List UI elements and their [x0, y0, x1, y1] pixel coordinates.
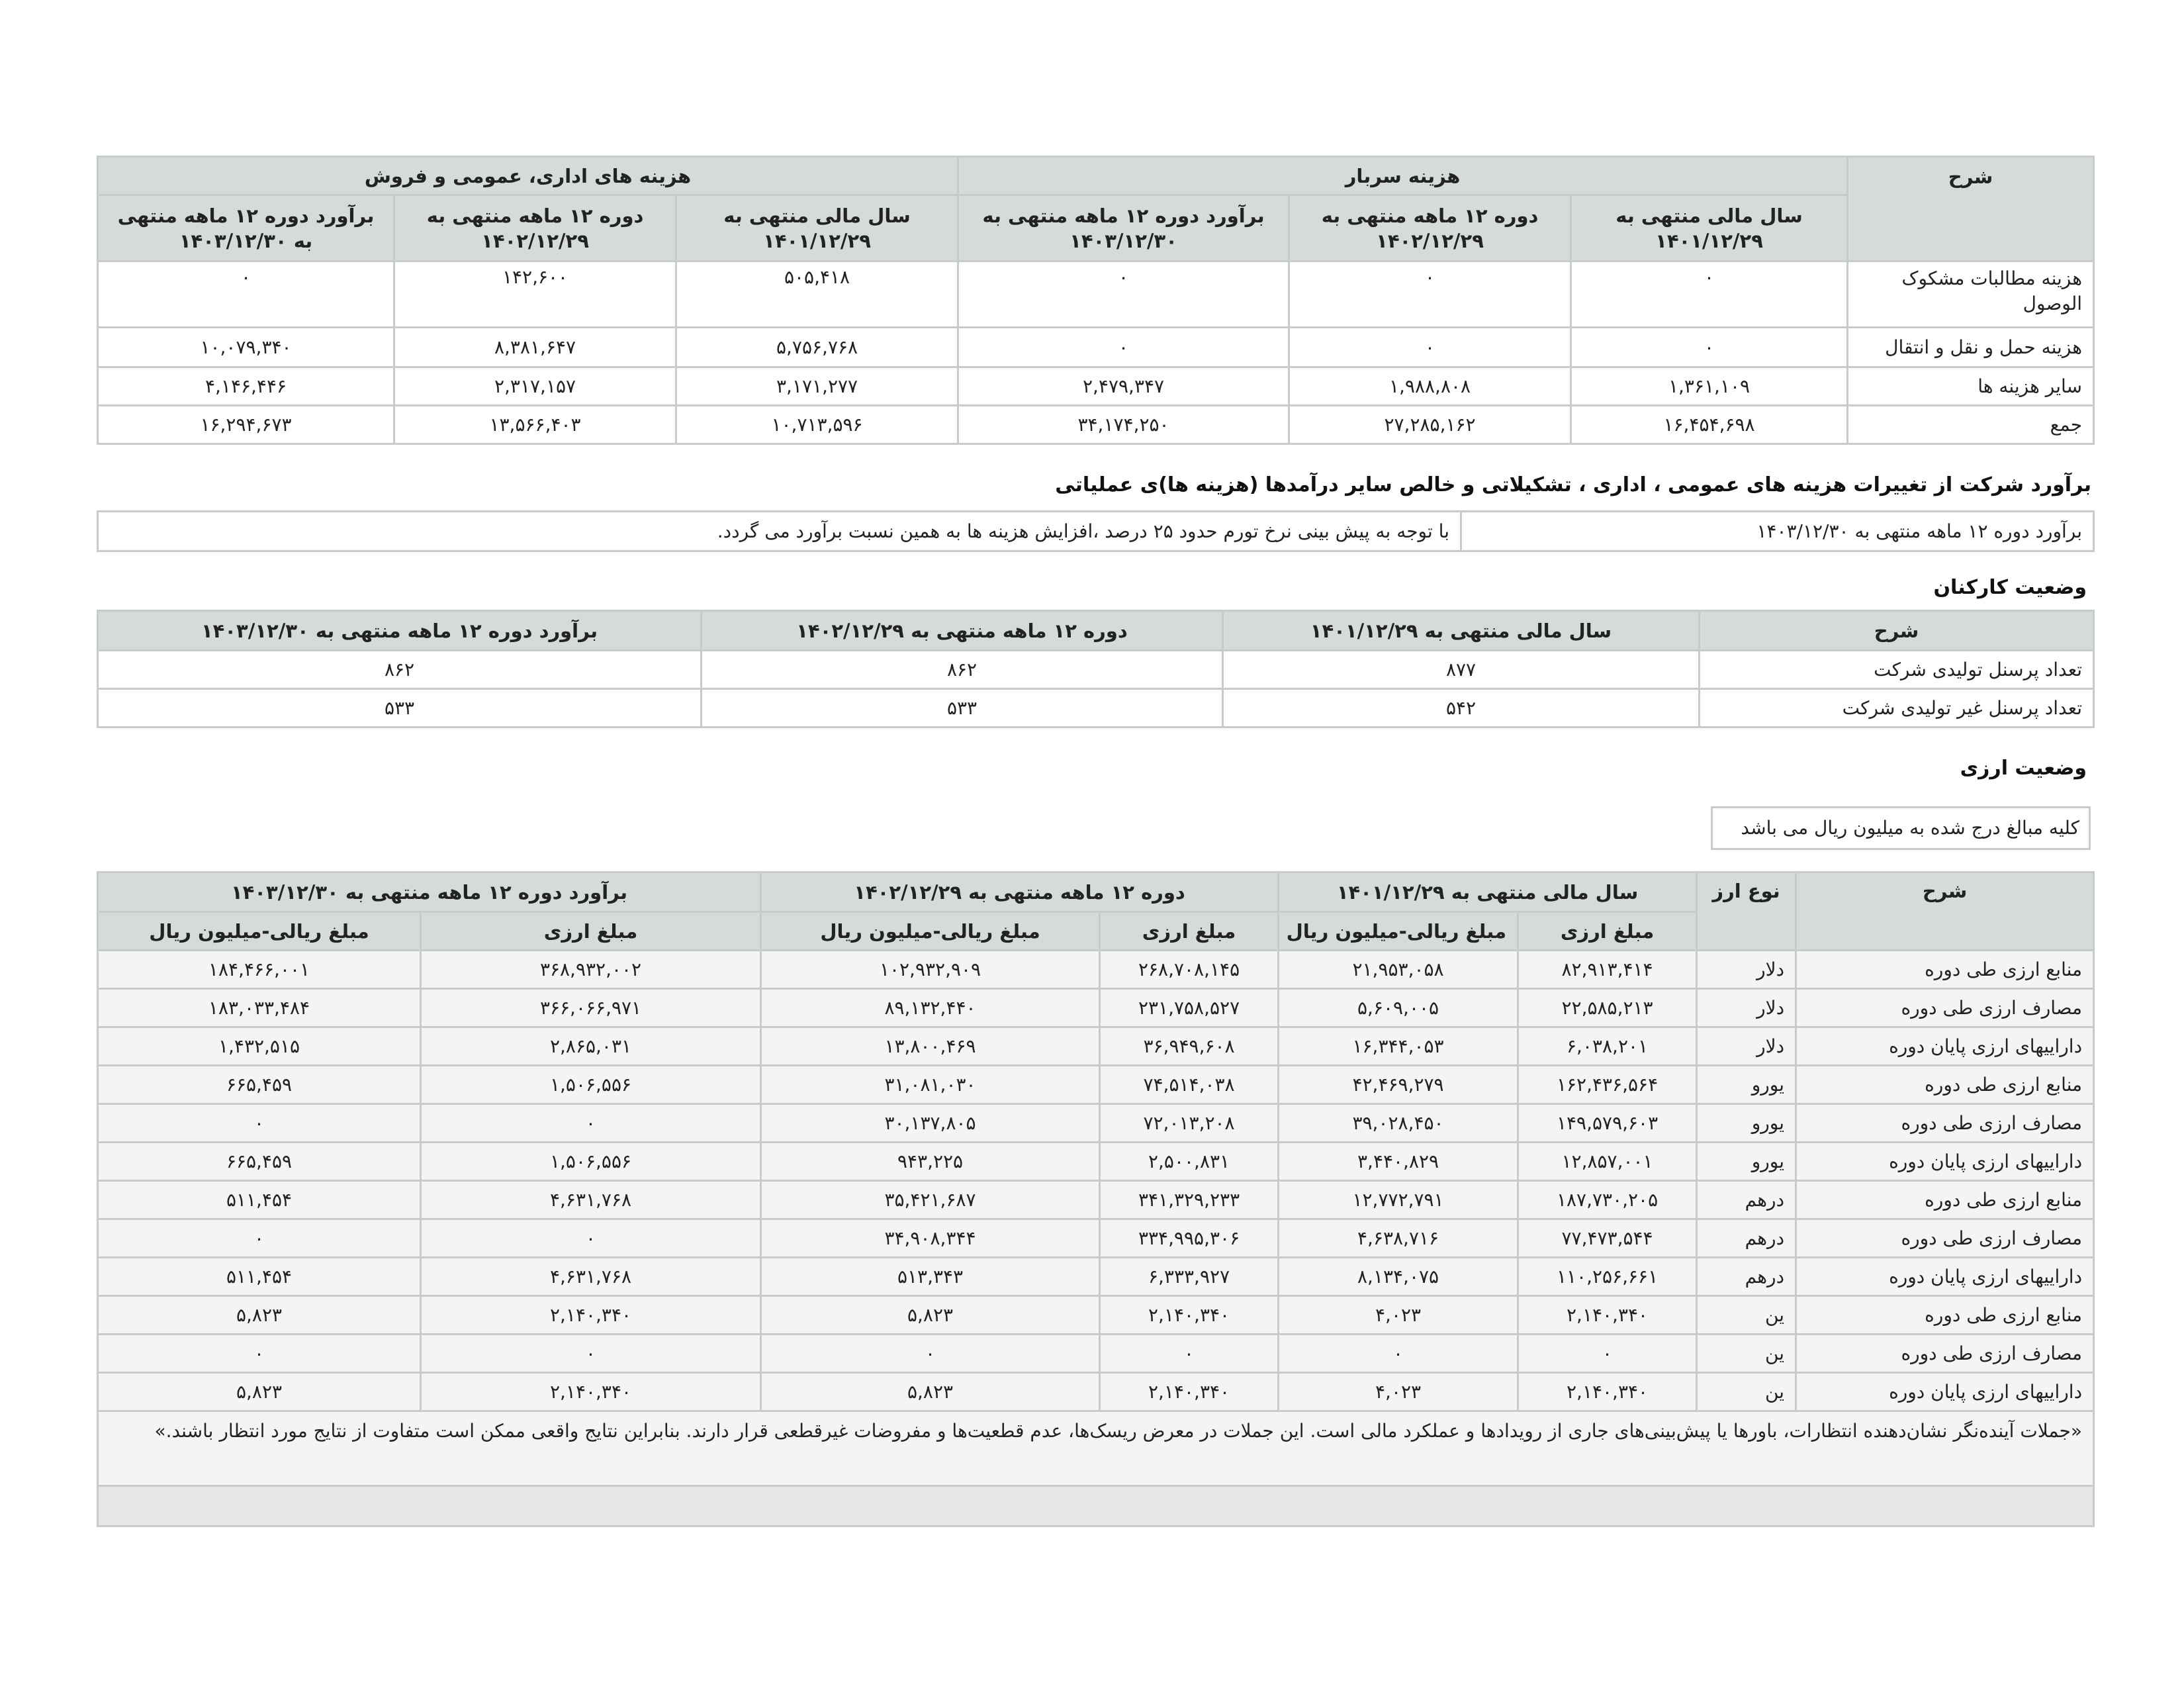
currency-subheader-fx: مبلغ ارزی — [421, 912, 761, 951]
cell: ۱۶,۳۴۴,۰۵۳ — [1279, 1027, 1518, 1066]
expense-subheader: برآورد دوره ۱۲ ماهه منتهی به ۱۴۰۳/۱۲/۳۰ — [958, 195, 1289, 261]
currency-col-type: نوع ارز — [1697, 872, 1796, 951]
cell: ۸۷۷ — [1223, 651, 1700, 689]
cell: ۳۱,۰۸۱,۰۳۰ — [761, 1066, 1100, 1104]
currency-type: دلار — [1697, 951, 1796, 989]
disclaimer-text: «جملات آینده‌نگر نشان‌دهنده انتظارات، باورها یا پیش‌بینی‌های جاری از رویدادها و عملکرد مالی است. این جملات در معرض ریسک‌ها، عدم قطعیت‌ها و مفروضات غیرقطعی قرار دارند. بنابراین نتایج واقعی ممکن است متفاوت از نتایج مورد انتظار باشند.» — [98, 1411, 2094, 1486]
currency-period-header: برآورد دوره ۱۲ ماهه منتهی به ۱۴۰۳/۱۲/۳۰ — [98, 872, 761, 912]
currency-subheader-rial: مبلغ ریالی-میلیون ریال — [1279, 912, 1518, 951]
table-row — [98, 1373, 2094, 1411]
cell: ۰ — [958, 328, 1289, 367]
currency-type: ین — [1697, 1296, 1796, 1335]
cell: ۱,۵۰۶,۵۵۶ — [421, 1066, 761, 1104]
cell: ۷۲,۰۱۳,۲۰۸ — [1100, 1104, 1279, 1143]
table-row — [98, 1027, 2094, 1066]
cell: ۰ — [1518, 1335, 1697, 1373]
cell: ۲,۳۱۷,۱۵۷ — [394, 367, 676, 406]
row-label: مصارف ارزی طی دوره — [1796, 989, 2094, 1027]
table-row — [98, 989, 2094, 1027]
cell: ۰ — [1289, 328, 1571, 367]
cell: ۲۶۸,۷۰۸,۱۴۵ — [1100, 951, 1279, 989]
currency-subheader-fx: مبلغ ارزی — [1100, 912, 1279, 951]
cell: ۰ — [98, 1335, 421, 1373]
cell: ۴,۰۲۳ — [1279, 1373, 1518, 1411]
cell: ۵,۷۵۶,۷۶۸ — [676, 328, 958, 367]
cell: ۷۷,۴۷۳,۵۴۴ — [1518, 1219, 1697, 1258]
staff-section-title: وضعیت کارکنان — [1933, 576, 2087, 599]
cell: ۲,۱۴۰,۳۴۰ — [1100, 1296, 1279, 1335]
cell: ۴,۶۳۸,۷۱۶ — [1279, 1219, 1518, 1258]
cell: ۸۶۲ — [98, 651, 702, 689]
row-label: مصارف ارزی طی دوره — [1796, 1104, 2094, 1143]
cell: ۱۶,۲۹۴,۶۷۳ — [98, 406, 394, 444]
cell: ۲۱,۹۵۳,۰۵۸ — [1279, 951, 1518, 989]
cell: ۲,۱۴۰,۳۴۰ — [1100, 1373, 1279, 1411]
cell: ۲,۱۴۰,۳۴۰ — [421, 1296, 761, 1335]
table-row-total — [98, 406, 2094, 444]
expense-subheader: دوره ۱۲ ماهه منتهی به ۱۴۰۲/۱۲/۲۹ — [1289, 195, 1571, 261]
cell: ۳۶,۹۴۹,۶۰۸ — [1100, 1027, 1279, 1066]
table-row — [98, 689, 2094, 727]
cell: ۸,۳۸۱,۶۴۷ — [394, 328, 676, 367]
table-row — [98, 1104, 2094, 1143]
cell: ۵,۸۲۳ — [761, 1373, 1100, 1411]
row-label: هزینه حمل و نقل و انتقال — [1848, 328, 2094, 367]
currency-subheader-rial: مبلغ ریالی-میلیون ریال — [98, 912, 421, 951]
row-label: جمع — [1848, 406, 2094, 444]
table-footer-bar — [98, 1486, 2094, 1526]
row-label: سایر هزینه ها — [1848, 367, 2094, 406]
currency-subheader-rial: مبلغ ریالی-میلیون ریال — [761, 912, 1100, 951]
cell: ۸۶۲ — [702, 651, 1223, 689]
cell: ۱۰,۷۱۳,۵۹۶ — [676, 406, 958, 444]
currency-type: درهم — [1697, 1219, 1796, 1258]
row-label: تعداد پرسنل تولیدی شرکت — [1700, 651, 2094, 689]
row-label: منابع ارزی طی دوره — [1796, 951, 2094, 989]
cell: ۱۲,۷۷۲,۷۹۱ — [1279, 1181, 1518, 1219]
cell: ۵۰۵,۴۱۸ — [676, 261, 958, 328]
cell: ۱۸۷,۷۳۰,۲۰۵ — [1518, 1181, 1697, 1219]
cell: ۳۰,۱۳۷,۸۰۵ — [761, 1104, 1100, 1143]
cell: ۳۵,۴۲۱,۶۸۷ — [761, 1181, 1100, 1219]
cell: ۵۱۱,۴۵۴ — [98, 1181, 421, 1219]
cell: ۰ — [98, 1219, 421, 1258]
currency-table — [97, 871, 2095, 1527]
cell: ۸,۱۳۴,۰۷۵ — [1279, 1258, 1518, 1296]
cell: ۳۴,۱۷۴,۲۵۰ — [958, 406, 1289, 444]
cell: ۰ — [98, 1104, 421, 1143]
currency-col-desc: شرح — [1796, 872, 2094, 951]
cell: ۷۴,۵۱۴,۰۳۸ — [1100, 1066, 1279, 1104]
estimate-period: برآورد دوره ۱۲ ماهه منتهی به ۱۴۰۳/۱۲/۳۰ — [1461, 512, 2094, 551]
currency-type: دلار — [1697, 1027, 1796, 1066]
cell: ۳۶۶,۰۶۶,۹۷۱ — [421, 989, 761, 1027]
cell: ۳۶۸,۹۳۲,۰۰۲ — [421, 951, 761, 989]
table-row — [98, 1296, 2094, 1335]
cell: ۳۹,۰۲۸,۴۵۰ — [1279, 1104, 1518, 1143]
expense-subheader: دوره ۱۲ ماهه منتهی به ۱۴۰۲/۱۲/۲۹ — [394, 195, 676, 261]
cell: ۶۶۵,۴۵۹ — [98, 1143, 421, 1181]
currency-type: درهم — [1697, 1258, 1796, 1296]
cell: ۳۴۱,۳۲۹,۲۳۳ — [1100, 1181, 1279, 1219]
table-row — [98, 951, 2094, 989]
cell: ۵۳۳ — [702, 689, 1223, 727]
estimate-text: با توجه به پیش بینی نرخ تورم حدود ۲۵ درصد ،افزایش هزینه ها به همین نسبت برآورد می گردد. — [98, 512, 1461, 551]
cell: ۰ — [958, 261, 1289, 328]
row-label: داراییهای ارزی پایان دوره — [1796, 1027, 2094, 1066]
row-label: منابع ارزی طی دوره — [1796, 1181, 2094, 1219]
row-label: تعداد پرسنل غیر تولیدی شرکت — [1700, 689, 2094, 727]
row-label: منابع ارزی طی دوره — [1796, 1066, 2094, 1104]
cell: ۵۱۳,۳۴۳ — [761, 1258, 1100, 1296]
cell: ۲۳۱,۷۵۸,۵۲۷ — [1100, 989, 1279, 1027]
cell: ۰ — [421, 1219, 761, 1258]
table-row — [98, 1143, 2094, 1181]
row-label: داراییهای ارزی پایان دوره — [1796, 1143, 2094, 1181]
currency-type: یورو — [1697, 1143, 1796, 1181]
cell: ۲,۱۴۰,۳۴۰ — [1518, 1296, 1697, 1335]
cell: ۸۲,۹۱۳,۴۱۴ — [1518, 951, 1697, 989]
cell: ۰ — [761, 1335, 1100, 1373]
staff-header: سال مالی منتهی به ۱۴۰۱/۱۲/۲۹ — [1223, 611, 1700, 651]
cell: ۰ — [98, 261, 394, 328]
cell: ۱۴۹,۵۷۹,۶۰۳ — [1518, 1104, 1697, 1143]
cell: ۲۷,۲۸۵,۱۶۲ — [1289, 406, 1571, 444]
expense-table — [97, 156, 2095, 445]
staff-header: برآورد دوره ۱۲ ماهه منتهی به ۱۴۰۳/۱۲/۳۰ — [98, 611, 702, 651]
currency-type: ین — [1697, 1335, 1796, 1373]
cell: ۰ — [421, 1335, 761, 1373]
cell: ۰ — [1571, 328, 1848, 367]
cell: ۳,۴۴۰,۸۲۹ — [1279, 1143, 1518, 1181]
currency-period-header: دوره ۱۲ ماهه منتهی به ۱۴۰۲/۱۲/۲۹ — [761, 872, 1279, 912]
row-label: هزینه مطالبات مشکوک الوصول — [1848, 261, 2094, 328]
cell: ۴,۰۲۳ — [1279, 1296, 1518, 1335]
currency-type: درهم — [1697, 1181, 1796, 1219]
cell: ۲,۱۴۰,۳۴۰ — [1518, 1373, 1697, 1411]
cell: ۱۳,۵۶۶,۴۰۳ — [394, 406, 676, 444]
expense-subheader: سال مالی منتهی به ۱۴۰۱/۱۲/۲۹ — [1571, 195, 1848, 261]
expense-col-desc: شرح — [1848, 157, 2094, 261]
cell: ۱۴۲,۶۰۰ — [394, 261, 676, 328]
cell: ۱۱۰,۲۵۶,۶۶۱ — [1518, 1258, 1697, 1296]
cell: ۹۴۳,۲۲۵ — [761, 1143, 1100, 1181]
table-row — [98, 651, 2094, 689]
currency-note: کلیه مبالغ درج شده به میلیون ریال می باشد — [1711, 806, 2091, 850]
table-row — [98, 1219, 2094, 1258]
expense-group-admin: هزینه های اداری، عمومی و فروش — [98, 157, 958, 195]
currency-type: یورو — [1697, 1066, 1796, 1104]
table-row — [98, 328, 2094, 367]
expense-group-overhead: هزینه سربار — [958, 157, 1848, 195]
cell: ۱,۵۰۶,۵۵۶ — [421, 1143, 761, 1181]
cell: ۴۲,۴۶۹,۲۷۹ — [1279, 1066, 1518, 1104]
cell: ۱۶۲,۴۳۶,۵۶۴ — [1518, 1066, 1697, 1104]
currency-type: دلار — [1697, 989, 1796, 1027]
cell: ۲,۸۶۵,۰۳۱ — [421, 1027, 761, 1066]
cell: ۵,۸۲۳ — [761, 1296, 1100, 1335]
cell: ۲,۴۷۹,۳۴۷ — [958, 367, 1289, 406]
currency-subheader-fx: مبلغ ارزی — [1518, 912, 1697, 951]
cell: ۰ — [1279, 1335, 1518, 1373]
cell: ۵۴۲ — [1223, 689, 1700, 727]
cell: ۵,۸۲۳ — [98, 1296, 421, 1335]
table-row — [98, 1181, 2094, 1219]
cell: ۵۳۳ — [98, 689, 702, 727]
cell: ۳,۱۷۱,۲۷۷ — [676, 367, 958, 406]
staff-header: دوره ۱۲ ماهه منتهی به ۱۴۰۲/۱۲/۲۹ — [702, 611, 1223, 651]
currency-section-title: وضعیت ارزی — [1960, 757, 2087, 780]
staff-table — [97, 610, 2095, 728]
cell: ۱,۴۳۲,۵۱۵ — [98, 1027, 421, 1066]
table-row — [98, 1258, 2094, 1296]
table-row — [98, 367, 2094, 406]
cell: ۲,۱۴۰,۳۴۰ — [421, 1373, 761, 1411]
cell: ۴,۱۴۶,۴۴۶ — [98, 367, 394, 406]
currency-period-header: سال مالی منتهی به ۱۴۰۱/۱۲/۲۹ — [1279, 872, 1697, 912]
cell: ۸۹,۱۳۲,۴۴۰ — [761, 989, 1100, 1027]
cell: ۶,۳۳۳,۹۲۷ — [1100, 1258, 1279, 1296]
cell: ۲۲,۵۸۵,۲۱۳ — [1518, 989, 1697, 1027]
cell: ۵,۸۲۳ — [98, 1373, 421, 1411]
row-label: داراییهای ارزی پایان دوره — [1796, 1373, 2094, 1411]
cell: ۴,۶۳۱,۷۶۸ — [421, 1181, 761, 1219]
cell: ۵,۶۰۹,۰۰۵ — [1279, 989, 1518, 1027]
table-row — [98, 1335, 2094, 1373]
cell: ۳۳۴,۹۹۵,۳۰۶ — [1100, 1219, 1279, 1258]
row-label: مصارف ارزی طی دوره — [1796, 1335, 2094, 1373]
cell: ۱۰۲,۹۳۲,۹۰۹ — [761, 951, 1100, 989]
expense-subheader: برآورد دوره ۱۲ ماهه منتهی به ۱۴۰۳/۱۲/۳۰ — [98, 195, 394, 261]
estimate-table — [97, 510, 2095, 552]
cell: ۱,۳۶۱,۱۰۹ — [1571, 367, 1848, 406]
cell: ۴,۶۳۱,۷۶۸ — [421, 1258, 761, 1296]
cell: ۱۶,۴۵۴,۶۹۸ — [1571, 406, 1848, 444]
cell: ۱۰,۰۷۹,۳۴۰ — [98, 328, 394, 367]
cell: ۱,۹۸۸,۸۰۸ — [1289, 367, 1571, 406]
row-label: منابع ارزی طی دوره — [1796, 1296, 2094, 1335]
estimate-section-title: برآورد شرکت از تغییرات هزینه های عمومی ، اداری ، تشکیلاتی و خالص سایر درآمدها (هزینه ها)ی عملیاتی — [1055, 473, 2091, 496]
cell: ۱۸۴,۴۶۶,۰۰۱ — [98, 951, 421, 989]
cell: ۳۴,۹۰۸,۳۴۴ — [761, 1219, 1100, 1258]
cell: ۶,۰۳۸,۲۰۱ — [1518, 1027, 1697, 1066]
cell: ۶۶۵,۴۵۹ — [98, 1066, 421, 1104]
cell: ۲,۵۰۰,۸۳۱ — [1100, 1143, 1279, 1181]
cell: ۱۸۳,۰۳۳,۴۸۴ — [98, 989, 421, 1027]
cell: ۰ — [1289, 261, 1571, 328]
staff-header-desc: شرح — [1700, 611, 2094, 651]
expense-subheader: سال مالی منتهی به ۱۴۰۱/۱۲/۲۹ — [676, 195, 958, 261]
cell: ۰ — [421, 1104, 761, 1143]
cell: ۱۳,۸۰۰,۴۶۹ — [761, 1027, 1100, 1066]
cell: ۱۲,۸۵۷,۰۰۱ — [1518, 1143, 1697, 1181]
row-label: داراییهای ارزی پایان دوره — [1796, 1258, 2094, 1296]
row-label: مصارف ارزی طی دوره — [1796, 1219, 2094, 1258]
cell: ۵۱۱,۴۵۴ — [98, 1258, 421, 1296]
table-row — [98, 261, 2094, 328]
currency-type: یورو — [1697, 1104, 1796, 1143]
table-row — [98, 1066, 2094, 1104]
currency-type: ین — [1697, 1373, 1796, 1411]
cell: ۰ — [1571, 261, 1848, 328]
cell: ۰ — [1100, 1335, 1279, 1373]
